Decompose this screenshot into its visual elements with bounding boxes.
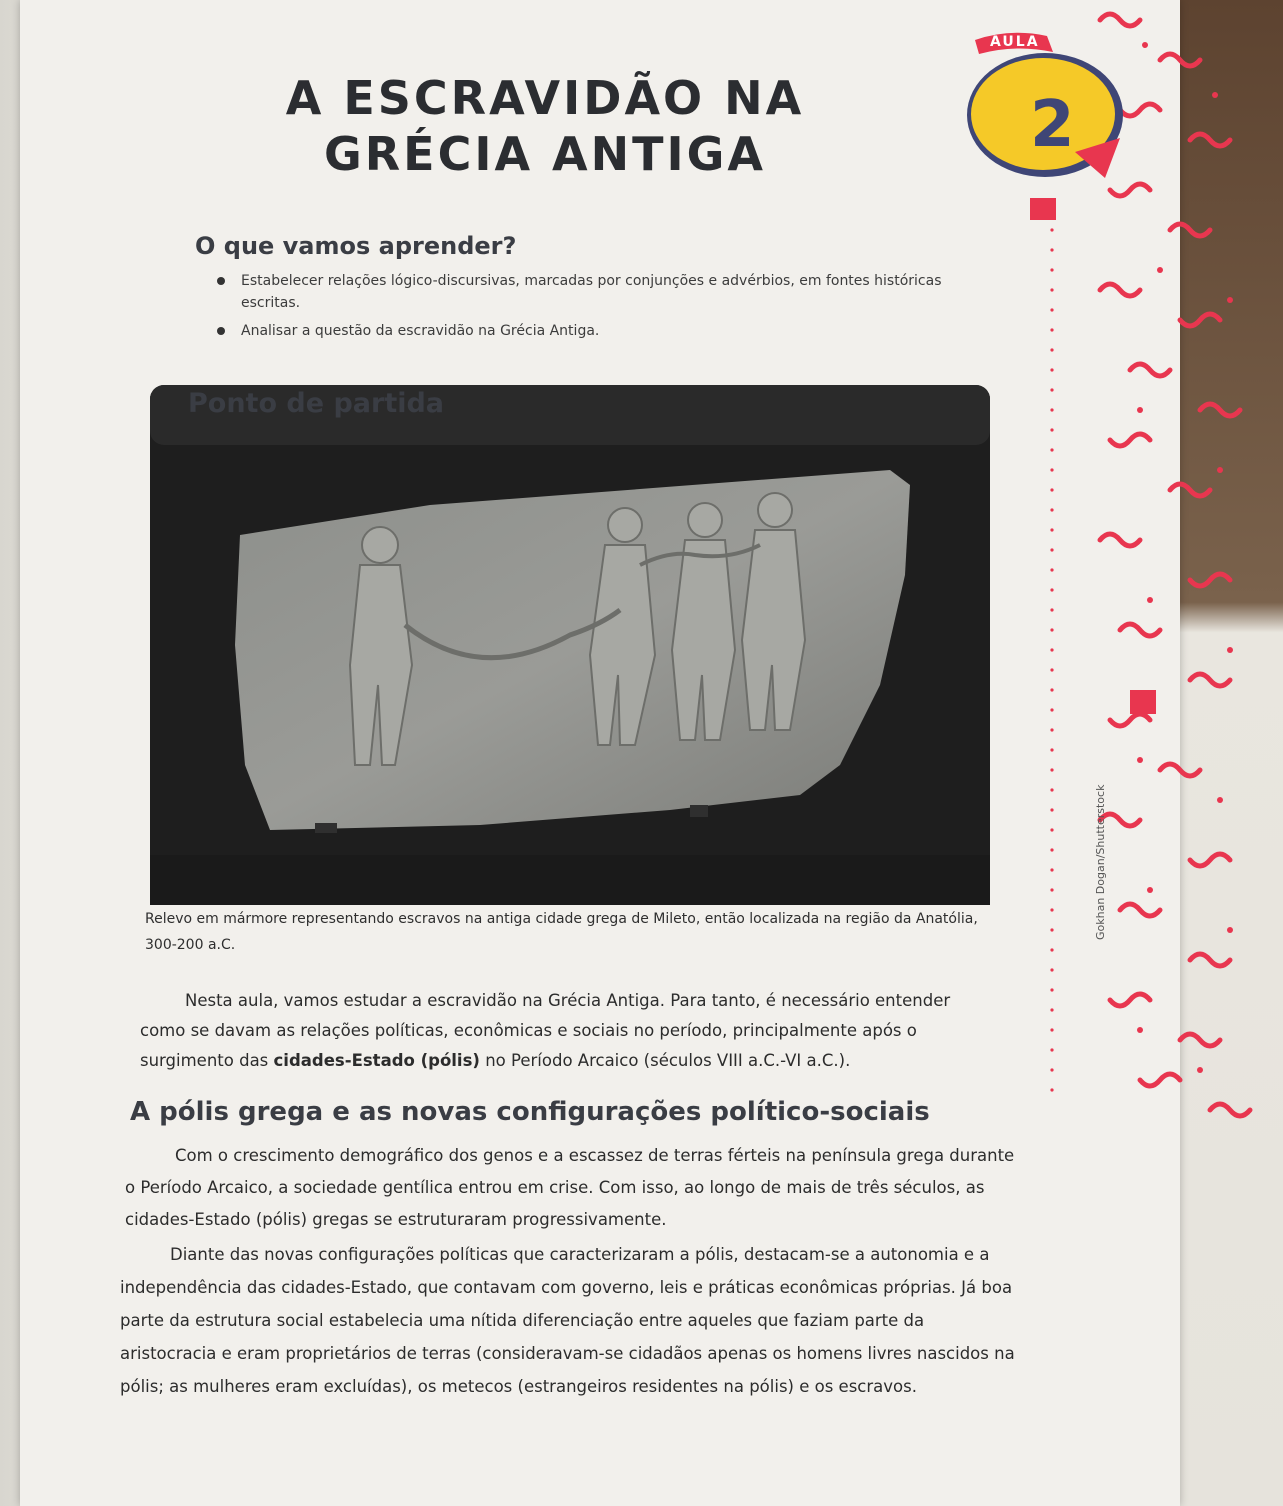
photo-caption: Relevo em mármore representando escravos na antiga cidade grega de Mileto, então localizada na região da Anatólia, 300-200 a.C. — [145, 911, 978, 953]
learn-item: Analisar a questão da escravidão na Grécia Antiga. — [215, 320, 955, 342]
intro-bold-term: cidades-Estado (pólis) — [273, 1051, 480, 1070]
marker-square-bottom — [1130, 690, 1156, 714]
page-title: A ESCRAVIDÃO NA GRÉCIA ANTIGA — [285, 71, 805, 181]
learn-list — [215, 270, 955, 348]
polis-paragraph-2: Diante das novas configurações políticas que caracterizaram a pólis, destacam-se a autonomia e a independência das cidades-Estado, que contavam com governo, leis e práticas econômicas próprias. Já boa parte da estrutura social estabelecia uma nítida diferenciação entre aqueles que faziam parte da aristocracia e eram proprietários de terras (consideravam-se cidadãos apenas os homens livres nascidos na pólis; as mulheres eram excluídas), os metecos (estrangeiros residentes na pólis) e os escravos. — [120, 1245, 1015, 1396]
photo-credit: Gokhan Dogan/Shutterstock — [1094, 784, 1107, 940]
polis-paragraph-1: Com o crescimento demográfico dos genos e a escassez de terras férteis na península grega durante o Período Arcaico, a sociedade gentílica entrou em crise. Com isso, ao longo de mais de três séculos, as cidades-Estado (pólis) gregas se estruturaram progressivamente. — [125, 1146, 1015, 1229]
start-heading: Ponto de partida — [188, 388, 445, 419]
decorative-pattern — [1040, 0, 1283, 1506]
intro-text-end: no Período Arcaico (séculos VIII a.C.-VI a.C.). — [479, 1051, 851, 1070]
polis-heading: A pólis grega e as novas configurações político-sociais — [130, 1097, 930, 1127]
lesson-number: 2 — [1030, 88, 1075, 162]
lesson-badge — [935, 30, 1145, 190]
marble-relief-image — [150, 385, 990, 905]
marker-square-top — [1030, 198, 1056, 220]
intro-paragraph — [140, 986, 1000, 1076]
learn-heading: O que vamos aprender? — [195, 232, 517, 260]
intro-text: Nesta aula, vamos estudar a escravidão na Grécia Antiga. Para tanto, é necessário entender como se davam as relações políticas, econômicas e sociais no período, principalmente após o surgimento das — [140, 991, 951, 1070]
learn-item: Estabelecer relações lógico-discursivas, marcadas por conjunções e advérbios, em fontes históricas escritas. — [215, 270, 955, 314]
lesson-label: AULA — [990, 34, 1040, 50]
